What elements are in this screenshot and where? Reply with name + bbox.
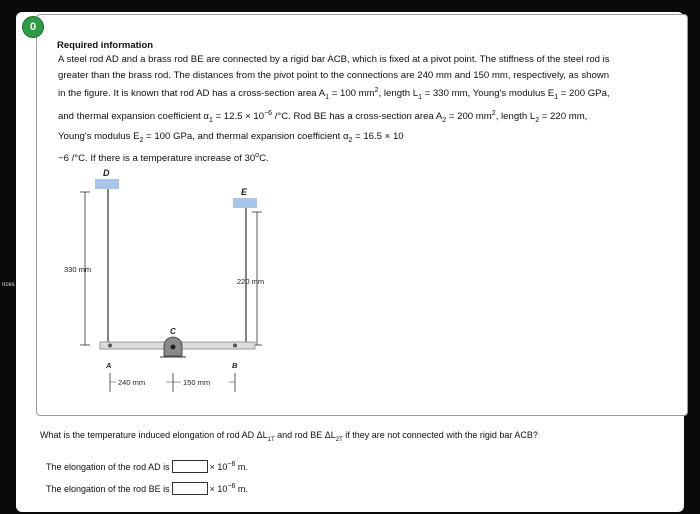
question-text: What is the temperature induced elongation of rod AD $\Delta L_{1T}$ and rod BE $\Delta L_{2T}$ if they are not connected with the rigid bar ACB? bbox=[40, 430, 538, 443]
pivot-pin bbox=[171, 345, 176, 350]
label-D: D bbox=[103, 168, 110, 178]
step-badge[interactable]: 0 bbox=[22, 16, 44, 38]
answer-row-BE bbox=[46, 482, 248, 495]
answer-input-BE[interactable] bbox=[172, 482, 208, 495]
dim-right-label: 150 mm bbox=[183, 378, 211, 387]
pin-B bbox=[233, 344, 237, 348]
answer-label-AD: The elongation of the rod AD is bbox=[46, 461, 170, 472]
label-E: E bbox=[241, 187, 248, 197]
answer-label-BE: The elongation of the rod BE is bbox=[46, 483, 170, 494]
support-E bbox=[233, 198, 257, 208]
label-C: C bbox=[170, 327, 176, 336]
len-AD: 330 mm bbox=[64, 265, 92, 274]
len-BE: 220 mm bbox=[237, 277, 265, 286]
answer-row-AD bbox=[46, 460, 248, 473]
problem-paragraph: A steel rod AD and a brass rod BE are connected by a rigid bar ACB, which is fixed at a pivot point. The stiffness of the steel rod is greater than the brass rod. The distances from the pivot point to the connections are 240 mm and 150 mm, respectively, as shown in the figure. It is known that rod AD has a cross-section area $A_1 = 100$ $mm^2$, length $L_1 = 330$ mm, Young's modulus $E_1 = 200$ GPa, and thermal expansion coefficient $\alpha_1 = 12.5 \times 10^{-6}$ /°C. Rod BE has a cross-section area $A_2 = 200$ $mm^2$, length $L_2 = 220$ mm, Young's modulus $E_2 = 100$ GPa, and thermal expansion coefficient $\alpha_2 = 16.5 \times 10$ −6 /°C. If there is a temperature increase of 30$^o$C. bbox=[58, 54, 610, 165]
support-D bbox=[95, 179, 119, 189]
label-B: B bbox=[232, 361, 238, 370]
side-label: nces bbox=[2, 282, 15, 288]
section-heading: Required information bbox=[57, 40, 154, 51]
dim-left-label: 240 mm bbox=[118, 378, 146, 387]
unit-AD: × $10^{-6}$ m. bbox=[209, 461, 248, 472]
unit-BE: × $10^{-6}$ m. bbox=[209, 483, 248, 494]
label-A: A bbox=[106, 361, 112, 370]
rod-figure bbox=[60, 160, 310, 400]
answer-input-AD[interactable] bbox=[172, 460, 208, 473]
pin-A bbox=[108, 344, 112, 348]
